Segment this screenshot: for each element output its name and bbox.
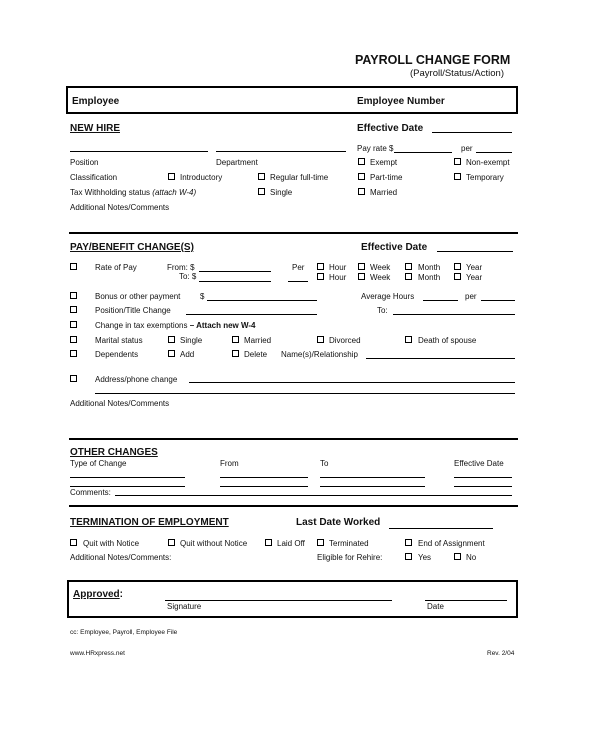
other-from-line[interactable] xyxy=(220,477,308,478)
tax-status-text: Tax Withholding status xyxy=(70,188,151,197)
employee-label: Employee xyxy=(72,96,120,107)
approved-date-line[interactable] xyxy=(425,600,507,601)
pay-benefit-heading: PAY/BENEFIT CHANGE(S) xyxy=(70,242,194,253)
rate-to-label: To: $ xyxy=(179,272,197,281)
dependents-delete-checkbox[interactable] xyxy=(232,350,239,357)
quit-without-notice-label: Quit without Notice xyxy=(180,539,248,548)
position-label: Position xyxy=(70,158,99,167)
rate-of-pay-checkbox[interactable] xyxy=(70,263,77,270)
employee-box xyxy=(66,86,518,114)
bonus-dollar-label: $ xyxy=(200,292,205,301)
month-checkbox-1[interactable] xyxy=(405,263,412,270)
other-type-line-2[interactable] xyxy=(70,486,185,487)
position-title-checkbox[interactable] xyxy=(70,306,77,313)
dependents-checkbox[interactable] xyxy=(70,350,77,357)
other-from-line-2[interactable] xyxy=(220,486,308,487)
section-divider-3 xyxy=(69,505,518,507)
hour-label-2: Hour xyxy=(329,273,347,282)
end-of-assignment-checkbox[interactable] xyxy=(405,539,412,546)
month-checkbox-2[interactable] xyxy=(405,273,412,280)
marital-single-checkbox[interactable] xyxy=(168,336,175,343)
bonus-label: Bonus or other payment xyxy=(95,292,181,301)
year-label-2: Year xyxy=(466,273,483,282)
eligible-for-rehire-label: Eligible for Rehire: xyxy=(317,553,383,562)
other-changes-heading: OTHER CHANGES xyxy=(70,447,158,458)
department-line[interactable] xyxy=(216,151,346,152)
classification-label: Classification xyxy=(70,173,118,182)
quit-without-notice-checkbox[interactable] xyxy=(168,539,175,546)
new-hire-single-label: Single xyxy=(270,188,293,197)
employee-number-label: Employee Number xyxy=(357,96,445,107)
new-hire-married-checkbox[interactable] xyxy=(358,188,365,195)
other-to-line-2[interactable] xyxy=(320,486,425,487)
quit-with-notice-label: Quit with Notice xyxy=(83,539,140,548)
pay-rate-label: Pay rate $ xyxy=(357,144,394,153)
pay-rate-per-line[interactable] xyxy=(476,152,512,153)
part-time-checkbox[interactable] xyxy=(358,173,365,180)
footer-rev: Rev. 2/04 xyxy=(487,650,515,657)
pay-benefit-notes-label: Additional Notes/Comments xyxy=(70,399,170,408)
average-hours-per-label: per xyxy=(465,292,477,301)
introductory-checkbox[interactable] xyxy=(168,173,175,180)
year-checkbox-1[interactable] xyxy=(454,263,461,270)
rate-per-label: Per xyxy=(292,263,305,272)
termination-notes-label: Additional Notes/Comments: xyxy=(70,553,172,562)
marital-divorced-checkbox[interactable] xyxy=(317,336,324,343)
marital-single-label: Single xyxy=(180,336,203,345)
position-title-to-line[interactable] xyxy=(393,314,515,315)
tax-exemptions-text: Change in tax exemptions xyxy=(95,321,188,330)
pay-rate-line[interactable] xyxy=(394,152,452,153)
week-label-1: Week xyxy=(370,263,391,272)
exempt-label: Exempt xyxy=(370,158,398,167)
section-divider-2 xyxy=(69,438,518,440)
type-of-change-label: Type of Change xyxy=(70,459,127,468)
rate-from-label: From: $ xyxy=(167,263,195,272)
approved-label xyxy=(73,589,123,600)
temporary-checkbox[interactable] xyxy=(454,173,461,180)
other-to-label: To xyxy=(320,459,329,468)
week-checkbox-1[interactable] xyxy=(358,263,365,270)
end-of-assignment-label: End of Assignment xyxy=(418,539,485,548)
bonus-checkbox[interactable] xyxy=(70,292,77,299)
marital-married-label: Married xyxy=(244,336,272,345)
dependents-add-label: Add xyxy=(180,350,195,359)
non-exempt-checkbox[interactable] xyxy=(454,158,461,165)
form-title: PAYROLL CHANGE FORM xyxy=(355,53,511,67)
rehire-no-checkbox[interactable] xyxy=(454,553,461,560)
other-type-line[interactable] xyxy=(70,477,185,478)
rate-from-line[interactable] xyxy=(199,271,271,272)
termination-heading: TERMINATION OF EMPLOYMENT xyxy=(70,517,229,528)
new-hire-effective-date-line[interactable] xyxy=(432,132,512,133)
other-to-line[interactable] xyxy=(320,477,425,478)
position-title-to-label: To: xyxy=(377,306,388,315)
year-label-1: Year xyxy=(466,263,483,272)
position-title-label: Position/Title Change xyxy=(95,306,171,315)
tax-exemptions-label xyxy=(95,321,256,330)
hour-label-1: Hour xyxy=(329,263,347,272)
new-hire-heading: NEW HIRE xyxy=(70,123,120,134)
death-of-spouse-label: Death of spouse xyxy=(418,336,477,345)
position-title-from-line[interactable] xyxy=(186,314,317,315)
month-label-1: Month xyxy=(418,263,441,272)
terminated-label: Terminated xyxy=(329,539,369,548)
month-label-2: Month xyxy=(418,273,441,282)
comments-label: Comments: xyxy=(70,488,111,497)
rate-of-pay-label: Rate of Pay xyxy=(95,263,137,272)
regular-full-time-checkbox[interactable] xyxy=(258,173,265,180)
hour-checkbox-2[interactable] xyxy=(317,273,324,280)
non-exempt-label: Non-exempt xyxy=(466,158,510,167)
dependents-delete-label: Delete xyxy=(244,350,268,359)
marital-status-label: Marital status xyxy=(95,336,143,345)
week-label-2: Week xyxy=(370,273,391,282)
address-change-label: Address/phone change xyxy=(95,375,178,384)
week-checkbox-2[interactable] xyxy=(358,273,365,280)
footer-site: www.HRxpress.net xyxy=(70,650,125,657)
rate-to-line[interactable] xyxy=(199,281,271,282)
marital-status-checkbox[interactable] xyxy=(70,336,77,343)
address-change-checkbox[interactable] xyxy=(70,375,77,382)
new-hire-married-label: Married xyxy=(370,188,398,197)
death-of-spouse-checkbox[interactable] xyxy=(405,336,412,343)
rate-per-line[interactable] xyxy=(288,281,308,282)
bonus-line[interactable] xyxy=(207,300,317,301)
pay-rate-per-label: per xyxy=(461,144,473,153)
introductory-label: Introductory xyxy=(180,173,223,182)
last-date-worked-line[interactable] xyxy=(389,528,493,529)
regular-full-time-label: Regular full-time xyxy=(270,173,329,182)
department-label: Department xyxy=(216,158,258,167)
section-divider xyxy=(69,232,518,234)
rehire-yes-checkbox[interactable] xyxy=(405,553,412,560)
exempt-checkbox[interactable] xyxy=(358,158,365,165)
pay-benefit-effective-date: Effective Date xyxy=(361,242,428,253)
signature-line[interactable] xyxy=(165,600,392,601)
new-hire-effective-date: Effective Date xyxy=(357,123,424,134)
address-change-line-1[interactable] xyxy=(189,382,515,383)
tax-attach-text: (attach W-4) xyxy=(152,188,197,197)
comments-line[interactable] xyxy=(115,495,512,496)
new-hire-single-checkbox[interactable] xyxy=(258,188,265,195)
quit-with-notice-checkbox[interactable] xyxy=(70,539,77,546)
attach-w4-text: – Attach new W-4 xyxy=(189,321,256,330)
cc-line: cc: Employee, Payroll, Employee File xyxy=(70,629,178,636)
rehire-no-label: No xyxy=(466,553,477,562)
form-subtitle: (Payroll/Status/Action) xyxy=(410,68,504,79)
average-hours-label: Average Hours xyxy=(361,292,415,301)
other-effective-date-label: Effective Date xyxy=(454,459,504,468)
hour-checkbox-1[interactable] xyxy=(317,263,324,270)
names-relationship-label: Name(s)/Relationship xyxy=(281,350,358,359)
dependents-add-checkbox[interactable] xyxy=(168,350,175,357)
laid-off-checkbox[interactable] xyxy=(265,539,272,546)
position-line[interactable] xyxy=(70,151,208,152)
pay-benefit-effective-date-line[interactable] xyxy=(437,251,513,252)
part-time-label: Part-time xyxy=(370,173,403,182)
approved-colon: : xyxy=(119,589,124,600)
approved-box xyxy=(67,580,518,618)
dependents-label: Dependents xyxy=(95,350,139,359)
laid-off-label: Laid Off xyxy=(277,539,305,548)
other-effective-line-2[interactable] xyxy=(454,486,512,487)
address-change-line-2[interactable] xyxy=(95,393,515,394)
new-hire-notes-label: Additional Notes/Comments xyxy=(70,203,170,212)
signature-label: Signature xyxy=(167,602,202,611)
approved-date-label: Date xyxy=(427,602,444,611)
terminated-checkbox[interactable] xyxy=(317,539,324,546)
temporary-label: Temporary xyxy=(466,173,504,182)
names-relationship-line[interactable] xyxy=(366,358,515,359)
tax-status-label xyxy=(70,188,196,197)
other-effective-line[interactable] xyxy=(454,477,512,478)
average-hours-per-line[interactable] xyxy=(481,300,515,301)
rehire-yes-label: Yes xyxy=(418,553,432,562)
marital-married-checkbox[interactable] xyxy=(232,336,239,343)
marital-divorced-label: Divorced xyxy=(329,336,361,345)
last-date-worked-label: Last Date Worked xyxy=(296,517,381,528)
year-checkbox-2[interactable] xyxy=(454,273,461,280)
approved-text: Approved xyxy=(73,589,120,600)
tax-exemptions-checkbox[interactable] xyxy=(70,321,77,328)
average-hours-line[interactable] xyxy=(423,300,458,301)
other-from-label: From xyxy=(220,459,239,468)
